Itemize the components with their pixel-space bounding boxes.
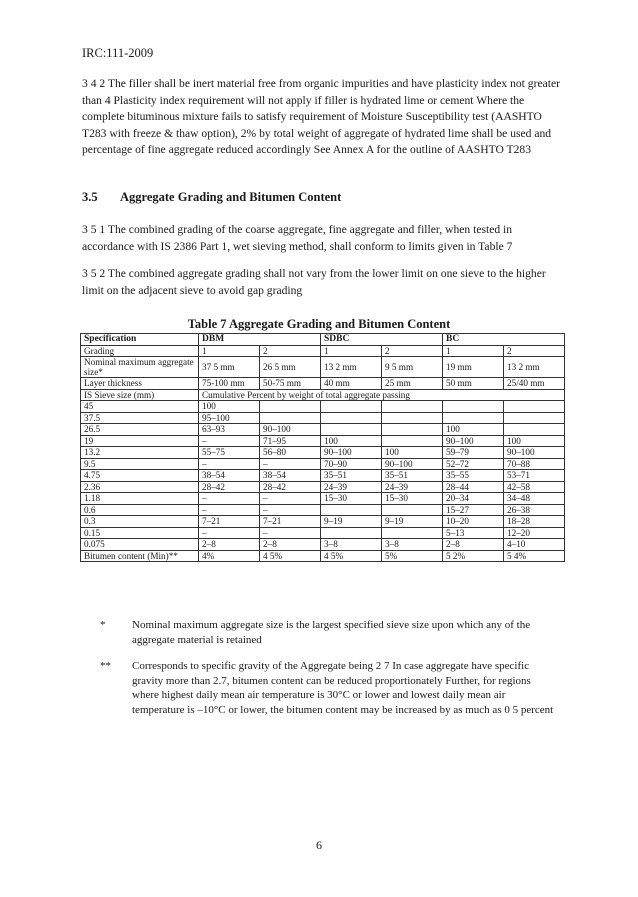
table-caption: Table 7 Aggregate Grading and Bitumen Content [187,317,451,331]
table-cell: 59–79 [443,447,504,459]
table-cell: 5 2% [443,550,504,562]
table-cell: 1 [321,345,382,357]
table-row [81,435,565,447]
footnote-text: Nominal maximum aggregate size is the largest specified sieve size upon which any of the aggregate material is retained [132,619,531,646]
table-cell [382,424,443,436]
bitumen-row [81,550,565,562]
table-cell: 2 [504,345,565,357]
table-cell: 25 mm [382,378,443,390]
table-cell: 71–95 [260,435,321,447]
table-cell [382,527,443,539]
table-cell [321,412,382,424]
table-cell: 4% [199,550,260,562]
table-cell [321,401,382,413]
table-row [81,401,565,413]
table-cell: 28–44 [443,481,504,493]
table-cell: 13 2 mm [321,357,382,378]
table-cell: 9–19 [321,516,382,528]
table-cell: 1 [443,345,504,357]
table-cell: 35–51 [321,470,382,482]
table-cell: 38–54 [260,470,321,482]
table-cell: 5 4% [504,550,565,562]
table-cell: 24–39 [382,481,443,493]
table-cell: 100 [199,401,260,413]
table-cell: 5–13 [443,527,504,539]
table-cell: 7–21 [260,516,321,528]
footnote-mark: ** [100,660,111,672]
sieve-rows [81,401,565,551]
header-specification: Specification [81,334,199,346]
table-cell: – [199,504,260,516]
table-cell: 70–90 [321,458,382,470]
table-row [81,412,565,424]
table-cell: 13 2 mm [504,357,565,378]
sieve-size-cell: 0.6 [81,504,199,516]
table-cell: 18–28 [504,516,565,528]
table-cell [382,504,443,516]
table-cell: 20–34 [443,493,504,505]
table-cell [504,412,565,424]
table-cell: 5% [382,550,443,562]
row-label: IS Sieve size (mm) [81,389,199,401]
clause-3-5-2: 3 5 2 The combined aggregate grading shall not vary from the lower limit on one sieve to the higher limit on the adjacent sieve to avoid gap grading [82,267,546,297]
table-cell: – [260,504,321,516]
footnote-mark: * [100,619,106,631]
sieve-size-cell: 0.075 [81,539,199,551]
table-cell: – [260,493,321,505]
footnote-nmas [100,618,560,647]
table-cell: 100 [504,435,565,447]
sieve-size-cell: 9.5 [81,458,199,470]
thickness-row [81,378,565,390]
table-cell [321,424,382,436]
table-cell: 90–100 [382,458,443,470]
sieve-size-cell: 37.5 [81,412,199,424]
table-cell: 1 [199,345,260,357]
table-cell: 70–88 [504,458,565,470]
table-row [81,504,565,516]
table-row [81,539,565,551]
table-cell: 9 5 mm [382,357,443,378]
nmas-row [81,357,565,378]
table-cell: 50-75 mm [260,378,321,390]
table-cell: 34–48 [504,493,565,505]
table-cell: – [199,493,260,505]
table-cell [443,412,504,424]
section-heading [82,190,341,205]
table-cell: 35–55 [443,470,504,482]
table-cell: 12–20 [504,527,565,539]
table-cell: 2–8 [443,539,504,551]
clause-3-4-2: 3 4 2 The filler shall be inert material free from organic impurities and have plasticity index not greater than 4 Plasticity index requirement will not apply if filler is hydrated lime or cement Where the complete bituminous mixture fails to satisfy requirement of Moisture Susceptibility test (AASHTO T283 with freeze & thaw option), 2% by total weight of aggregate of hydrated lime shall be used and percentage of fine aggregate reduced accordingly See Annex A for the outline of AASHTO T283 [82,77,560,156]
table-cell: 24–39 [321,481,382,493]
table-cell: 100 [382,447,443,459]
table-cell: 3–8 [382,539,443,551]
table-cell: 10–20 [443,516,504,528]
table-cell: 4 5% [260,550,321,562]
table-cell: 56–80 [260,447,321,459]
footnote-bitumen [100,659,560,717]
table-cell: 90–100 [321,447,382,459]
table-cell: 15–30 [382,493,443,505]
table-row [81,470,565,482]
table-cell [504,401,565,413]
table-cell: 28–42 [260,481,321,493]
table-cell: 25/40 mm [504,378,565,390]
table-cell: 35–51 [382,470,443,482]
table-cell: – [199,527,260,539]
table-cell [382,401,443,413]
table-cell: 55–75 [199,447,260,459]
row-label: Bitumen content (Min)** [81,550,199,562]
table-cell [260,412,321,424]
section-title: Aggregate Grading and Bitumen Content [120,190,342,204]
passing-span-label: Cumulative Percent by weight of total aggregate passing [199,389,565,401]
table-cell: 15–27 [443,504,504,516]
table-cell: 100 [443,424,504,436]
table-cell [504,424,565,436]
table-header-row [81,334,565,346]
table-row [81,447,565,459]
table-cell: 52–72 [443,458,504,470]
table-row [81,424,565,436]
table-row [81,527,565,539]
table-cell [321,504,382,516]
row-label: Layer thickness [81,378,199,390]
section-number: 3.5 [82,190,98,204]
header-dbm: DBM [199,334,321,346]
table-cell [321,527,382,539]
sieve-size-cell: 4.75 [81,470,199,482]
table-cell: 90–100 [260,424,321,436]
table-row [81,516,565,528]
table-cell [260,401,321,413]
table-row [81,493,565,505]
grading-table [80,333,565,562]
table-cell: 7–21 [199,516,260,528]
table-cell: 75-100 mm [199,378,260,390]
table-cell: 2 [260,345,321,357]
table-cell: 2–8 [199,539,260,551]
table-cell: 26–38 [504,504,565,516]
row-label: Nominal maximum aggregate size* [81,357,199,378]
table-cell: 2 [382,345,443,357]
sieve-size-cell: 19 [81,435,199,447]
table-cell [443,401,504,413]
sieve-size-cell: 26.5 [81,424,199,436]
table-cell: – [199,435,260,447]
table-cell: 100 [321,435,382,447]
header-sdbc: SDBC [321,334,443,346]
table-cell: 4 5% [321,550,382,562]
table-cell: – [260,527,321,539]
table-cell [382,412,443,424]
table-cell: 53–71 [504,470,565,482]
table-row [81,458,565,470]
table-cell: 19 mm [443,357,504,378]
table-cell: 9–19 [382,516,443,528]
grading-table-wrapper [80,333,564,562]
table-cell: 90–100 [504,447,565,459]
page-number: 6 [316,838,322,852]
table-cell: – [260,458,321,470]
grading-row [81,345,565,357]
table-cell: 63–93 [199,424,260,436]
table-cell: 2–8 [260,539,321,551]
sieve-header-row [81,389,565,401]
sieve-size-cell: 45 [81,401,199,413]
table-cell: 26 5 mm [260,357,321,378]
sieve-size-cell: 1.18 [81,493,199,505]
table-cell [382,435,443,447]
sieve-size-cell: 13.2 [81,447,199,459]
table-cell: – [199,458,260,470]
table-row [81,481,565,493]
table-cell: 40 mm [321,378,382,390]
table-cell: 50 mm [443,378,504,390]
table-cell: 42–58 [504,481,565,493]
table-cell: 15–30 [321,493,382,505]
table-cell: 90–100 [443,435,504,447]
table-cell: 4–10 [504,539,565,551]
table-cell: 28–42 [199,481,260,493]
sieve-size-cell: 0.15 [81,527,199,539]
clause-3-5-1: 3 5 1 The combined grading of the coarse aggregate, fine aggregate and filler, when tested in accordance with IS 2386 Part 1, wet sieving method, shall conform to limits given in Table 7 [82,223,513,253]
row-label: Grading [81,345,199,357]
sieve-size-cell: 2.36 [81,481,199,493]
footnote-text: Corresponds to specific gravity of the Aggregate being 2 7 In case aggregate have specific gravity more than 2.7, bitumen content can be reduced proportionately Further, for regions where highest daily mean air temperature is 30°C or lower and lowest daily mean air temperature is –10°C or lower, the bitumen content may be increased by as much as 0 5 percent [132,660,554,716]
table-cell: 3–8 [321,539,382,551]
header-bc: BC [443,334,565,346]
document-code: IRC:111-2009 [82,46,154,60]
table-cell: 95–100 [199,412,260,424]
table-cell: 38–54 [199,470,260,482]
table-cell: 37 5 mm [199,357,260,378]
sieve-size-cell: 0.3 [81,516,199,528]
